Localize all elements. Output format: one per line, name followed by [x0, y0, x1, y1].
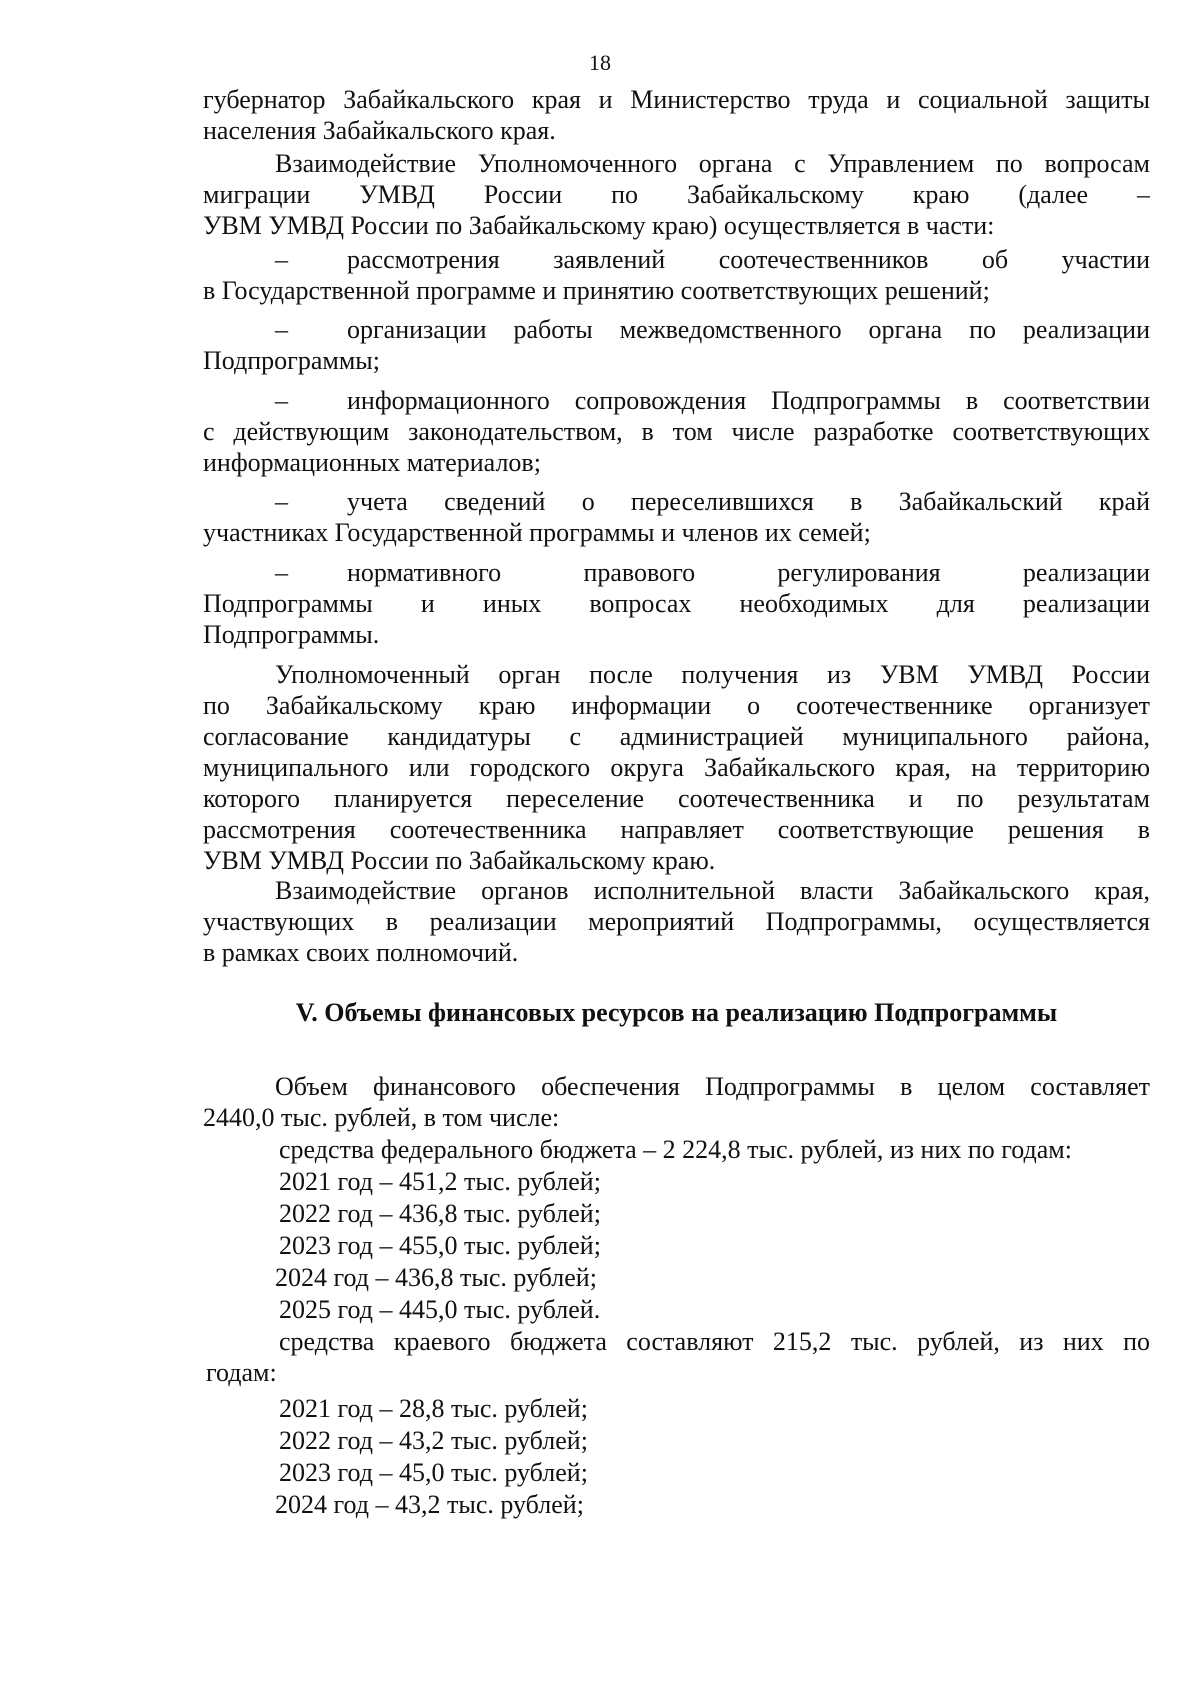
text-line: в Государственной программе и принятию соответствующих решений;	[203, 276, 990, 305]
list-item	[203, 314, 1150, 376]
paragraph-3	[203, 659, 1150, 876]
regional-year-line: 2022 год – 43,2 тыс. рублей;	[279, 1426, 588, 1455]
list-item	[203, 385, 1150, 478]
regional-year-line: 2023 год – 45,0 тыс. рублей;	[279, 1458, 588, 1487]
list-dash: –	[275, 315, 288, 344]
federal-budget-block	[203, 1134, 1150, 1326]
text-line: Взаимодействие органов исполнительной власти Забайкальского края,	[275, 876, 1150, 905]
text-line: миграции УМВД России по Забайкальскому краю (далее –	[203, 180, 1150, 209]
regional-year-line: 2024 год – 43,2 тыс. рублей;	[275, 1490, 584, 1519]
text-line: участвующих в реализации мероприятий Подпрограммы, осуществляется	[203, 907, 1150, 936]
paragraph-2	[203, 148, 1150, 241]
paragraph-5	[203, 1071, 1150, 1133]
section-heading-wrap	[203, 996, 1150, 1030]
text-line: организации работы межведомственного органа по реализации	[347, 315, 1150, 344]
text-line: УВМ УМВД России по Забайкальскому краю) осуществляется в части:	[203, 211, 995, 240]
text-line: которого планируется переселение соотечественника и по результатам	[203, 784, 1150, 813]
text-line: населения Забайкальского края.	[203, 116, 556, 145]
regional-year-line: 2021 год – 28,8 тыс. рублей;	[279, 1394, 588, 1423]
text-line: средства краевого бюджета составляют 215,2 тыс. рублей, из них по	[279, 1327, 1150, 1356]
text-line: Уполномоченный орган после получения из УВМ УМВД России	[275, 660, 1150, 689]
text-line: Подпрограммы.	[203, 620, 380, 649]
page-number: 18	[589, 50, 611, 75]
text-line: муниципального или городского округа Забайкальского края, на территорию	[203, 753, 1150, 782]
regional-years	[203, 1393, 1150, 1521]
federal-year-line: 2025 год – 445,0 тыс. рублей.	[279, 1295, 601, 1324]
section-heading: V. Объемы финансовых ресурсов на реализацию Подпрограммы	[295, 998, 1058, 1027]
text-line: информационных материалов;	[203, 448, 541, 477]
federal-year-line: 2022 год – 436,8 тыс. рублей;	[279, 1199, 601, 1228]
list-dash: –	[275, 245, 288, 274]
text-line: в рамках своих полномочий.	[203, 938, 519, 967]
text-line: УВМ УМВД России по Забайкальскому краю.	[203, 846, 716, 875]
text-line: Подпрограммы;	[203, 346, 380, 375]
list-item	[203, 486, 1150, 548]
list-item	[203, 244, 1150, 306]
federal-year-line: 2021 год – 451,2 тыс. рублей;	[279, 1167, 601, 1196]
text-line: Взаимодействие Уполномоченного органа с Управлением по вопросам	[275, 149, 1150, 178]
text-line: по Забайкальскому краю информации о соотечественнике организует	[203, 691, 1150, 720]
text-line: с действующим законодательством, в том числе разработке соответствующих	[203, 417, 1150, 446]
paragraph-1	[203, 84, 1150, 146]
list-dash: –	[275, 487, 288, 516]
text-line: рассмотрения соотечественника направляет соответствующие решения в	[203, 815, 1150, 844]
text-line: Подпрограммы и иных вопросах необходимых для реализации	[203, 589, 1150, 618]
text-line: рассмотрения заявлений соотечественников об участии	[347, 245, 1150, 274]
text-line: учета сведений о переселившихся в Забайкальский край	[347, 487, 1150, 516]
text-line: Объем финансового обеспечения Подпрограммы в целом составляет	[275, 1072, 1150, 1101]
federal-budget-intro: средства федерального бюджета – 2 224,8 тыс. рублей, из них по годам:	[279, 1135, 1072, 1164]
text-line: нормативного правового регулирования реализации	[347, 558, 1150, 587]
text-line: 2440,0 тыс. рублей, в том числе:	[203, 1103, 560, 1132]
list-item	[203, 557, 1150, 650]
federal-year-line: 2023 год – 455,0 тыс. рублей;	[279, 1231, 601, 1260]
list-dash: –	[275, 386, 288, 415]
text-line: участниках Государственной программы и членов их семей;	[203, 518, 871, 547]
text-line: губернатор Забайкальского края и Министерство труда и социальной защиты	[203, 85, 1150, 114]
federal-year-line: 2024 год – 436,8 тыс. рублей;	[275, 1263, 597, 1292]
regional-budget-block	[203, 1326, 1150, 1388]
paragraph-4	[203, 875, 1150, 968]
text-line: информационного сопровождения Подпрограммы в соответствии	[347, 386, 1150, 415]
list-dash: –	[275, 558, 288, 587]
text-line: годам:	[206, 1358, 277, 1387]
text-line: согласование кандидатуры с администрацией муниципального района,	[203, 722, 1150, 751]
